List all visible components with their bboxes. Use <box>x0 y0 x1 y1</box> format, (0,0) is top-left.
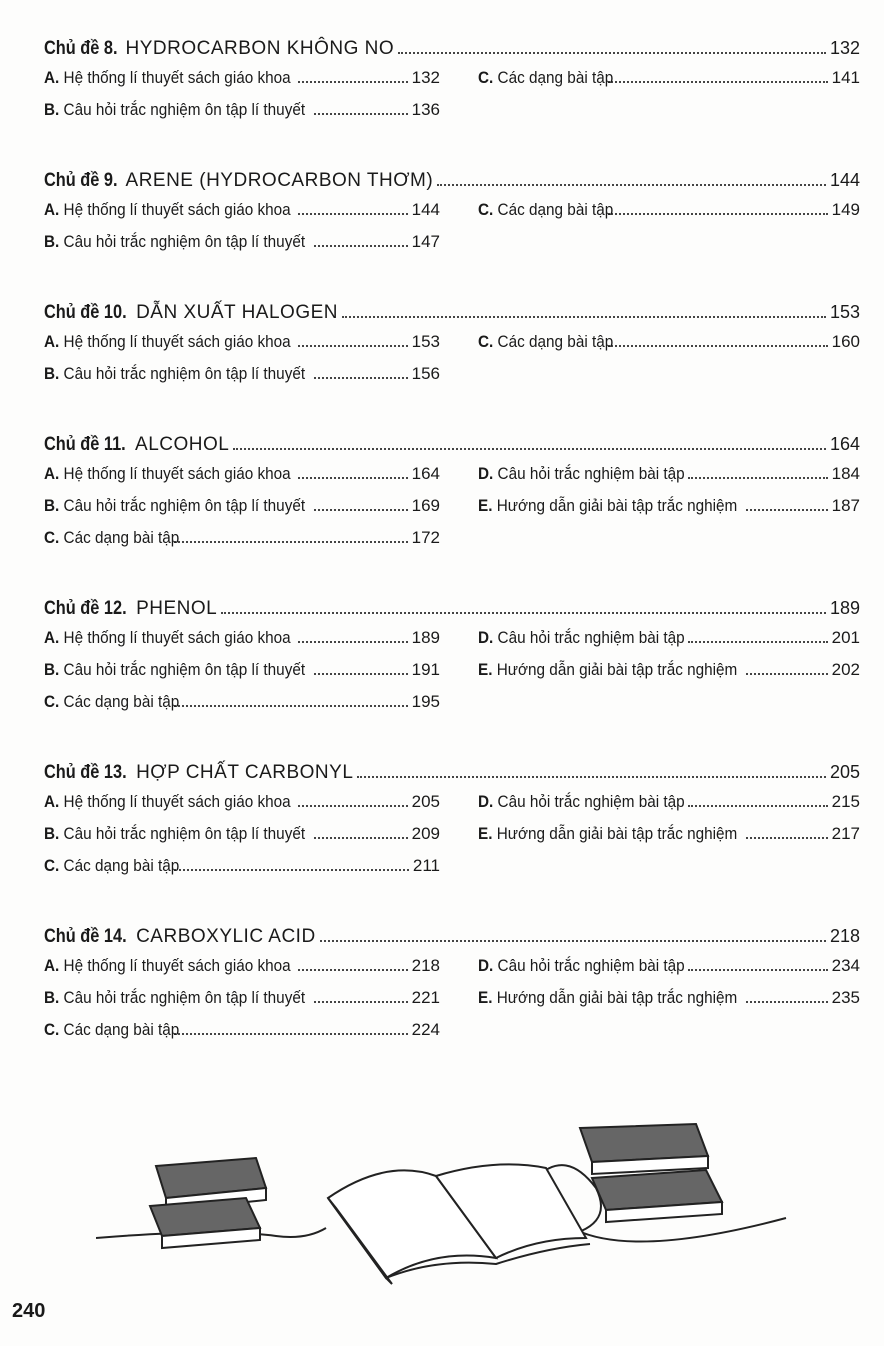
chapter-page: 164 <box>829 434 860 454</box>
entry-page: 234 <box>831 956 860 975</box>
dot-leader <box>688 969 828 971</box>
entry-letter: B. <box>44 232 60 251</box>
chapter-section <box>44 762 860 882</box>
toc-entry[interactable] <box>44 232 440 258</box>
spacer <box>440 100 860 126</box>
entry-letter: A. <box>44 792 60 811</box>
entry-grid <box>44 68 860 126</box>
spacer <box>440 856 860 882</box>
entry-letter: A. <box>44 68 60 87</box>
entry-page: 221 <box>411 988 440 1007</box>
entry-title: Hệ thống lí thuyết sách giáo khoa <box>63 464 291 483</box>
dot-leader <box>746 673 828 675</box>
dot-leader <box>174 705 407 707</box>
entry-title: Câu hỏi trắc nghiệm ôn tập lí thuyết <box>63 824 306 843</box>
entry-letter: C. <box>478 68 494 87</box>
dot-leader <box>398 52 826 54</box>
entry-page: 201 <box>831 628 860 647</box>
entry-letter: E. <box>478 824 493 843</box>
toc-entry[interactable] <box>44 68 440 94</box>
entry-title: Hệ thống lí thuyết sách giáo khoa <box>63 200 291 219</box>
entry-title: Câu hỏi trắc nghiệm ôn tập lí thuyết <box>63 988 306 1007</box>
entry-title: Câu hỏi trắc nghiệm ôn tập lí thuyết <box>63 660 306 679</box>
chapter-heading[interactable] <box>44 762 860 788</box>
entry-text <box>478 956 685 976</box>
toc-entry[interactable] <box>44 200 440 226</box>
entry-letter: A. <box>44 200 60 219</box>
entry-text <box>44 988 305 1008</box>
toc-entry[interactable] <box>44 364 440 390</box>
entry-page: 149 <box>831 200 860 219</box>
chapter-page: 218 <box>829 926 860 946</box>
entry-page: 217 <box>831 824 860 843</box>
entry-letter: A. <box>44 464 60 483</box>
entry-title: Hướng dẫn giải bài tập trắc nghiệm <box>496 496 738 515</box>
entry-title: Câu hỏi trắc nghiệm ôn tập lí thuyết <box>63 496 306 515</box>
chapter-section <box>44 434 860 554</box>
entry-letter: A. <box>44 628 60 647</box>
dot-leader <box>342 316 826 318</box>
chapter-title: HỢP CHẤT CARBONYL <box>136 762 354 783</box>
chapter-label: Chủ đề 14. <box>44 926 127 947</box>
dot-leader <box>314 509 408 511</box>
entry-letter: E. <box>478 988 493 1007</box>
entry-text <box>478 792 685 812</box>
chapter-heading[interactable] <box>44 926 860 952</box>
entry-text <box>478 824 737 844</box>
entry-letter: B. <box>44 824 60 843</box>
dot-leader <box>314 837 408 839</box>
entry-page: 205 <box>411 792 440 811</box>
toc-entry[interactable] <box>440 200 860 226</box>
entry-text <box>478 332 613 352</box>
chapter-heading[interactable] <box>44 598 860 624</box>
chapter-heading[interactable] <box>44 170 860 196</box>
dot-leader <box>298 81 408 83</box>
entry-text <box>478 464 685 484</box>
toc-entry[interactable] <box>440 496 860 522</box>
entry-title: Các dạng bài tập <box>63 692 180 711</box>
dot-leader <box>298 805 408 807</box>
dot-leader <box>314 673 408 675</box>
entry-letter: B. <box>44 364 60 383</box>
entry-text <box>478 68 613 88</box>
entry-page: 184 <box>831 464 860 483</box>
entry-page: 215 <box>831 792 860 811</box>
entry-title: Các dạng bài tập <box>497 68 614 87</box>
entry-page: 195 <box>411 692 440 711</box>
entry-page: 209 <box>411 824 440 843</box>
entry-text <box>478 988 737 1008</box>
toc-entry[interactable] <box>44 956 440 982</box>
entry-text <box>44 496 305 516</box>
chapter-heading[interactable] <box>44 434 860 460</box>
dot-leader <box>174 869 409 871</box>
dot-leader <box>298 969 408 971</box>
dot-leader <box>688 641 828 643</box>
toc-entry[interactable] <box>44 856 440 882</box>
entry-page: 156 <box>411 364 440 383</box>
spacer <box>440 364 860 390</box>
dot-leader <box>320 940 826 942</box>
entry-letter: C. <box>44 528 60 547</box>
entry-page: 132 <box>411 68 440 87</box>
toc-entry[interactable] <box>440 68 860 94</box>
entry-text <box>44 956 291 976</box>
toc-entry[interactable] <box>44 692 440 718</box>
toc-entry[interactable] <box>44 332 440 358</box>
entry-text <box>44 528 179 548</box>
entry-text <box>44 692 179 712</box>
entry-page: 164 <box>411 464 440 483</box>
dot-leader <box>298 213 408 215</box>
entry-letter: B. <box>44 100 60 119</box>
dot-leader <box>314 1001 408 1003</box>
entry-letter: D. <box>478 956 494 975</box>
dot-leader <box>608 345 827 347</box>
entry-page: 141 <box>831 68 860 87</box>
dot-leader <box>746 509 828 511</box>
chapter-page: 189 <box>829 598 860 618</box>
entry-letter: A. <box>44 956 60 975</box>
entry-page: 218 <box>411 956 440 975</box>
chapter-section <box>44 598 860 718</box>
chapter-label: Chủ đề 12. <box>44 598 127 619</box>
chapter-label: Chủ đề 10. <box>44 302 127 323</box>
entry-grid <box>44 200 860 258</box>
entry-text <box>478 496 737 516</box>
toc-entry[interactable] <box>44 464 440 490</box>
chapter-title: PHENOL <box>136 598 218 619</box>
entry-title: Các dạng bài tập <box>497 332 614 351</box>
chapter-page: 205 <box>829 762 860 782</box>
entry-page: 169 <box>411 496 440 515</box>
entry-text <box>478 200 613 220</box>
page-number: 240 <box>12 1300 46 1322</box>
chapter-title: ARENE (HYDROCARBON THƠM) <box>125 170 434 191</box>
entry-text <box>44 232 305 252</box>
entry-text <box>478 660 737 680</box>
entry-letter: C. <box>478 200 494 219</box>
entry-text <box>44 68 291 88</box>
toc-entry[interactable] <box>44 792 440 818</box>
entry-text <box>44 200 291 220</box>
dot-leader <box>314 113 408 115</box>
entry-title: Câu hỏi trắc nghiệm bài tập <box>497 792 685 811</box>
entry-letter: B. <box>44 988 60 1007</box>
toc-entry[interactable] <box>44 628 440 654</box>
entry-title: Câu hỏi trắc nghiệm bài tập <box>497 464 685 483</box>
chapter-heading[interactable] <box>44 38 860 64</box>
dot-leader <box>608 81 827 83</box>
spacer <box>440 232 860 258</box>
toc-entry[interactable] <box>440 988 860 1014</box>
entry-title: Các dạng bài tập <box>63 1020 180 1039</box>
toc-entry[interactable] <box>440 792 860 818</box>
toc-entry[interactable] <box>440 464 860 490</box>
entry-page: 172 <box>411 528 440 547</box>
entry-page: 189 <box>411 628 440 647</box>
entry-letter: C. <box>44 692 60 711</box>
dot-leader <box>298 641 408 643</box>
entry-page: 202 <box>831 660 860 679</box>
entry-letter: D. <box>478 792 494 811</box>
toc-entry[interactable] <box>44 1020 440 1046</box>
chapter-section <box>44 302 860 390</box>
toc-entry[interactable] <box>44 824 440 850</box>
entry-text <box>44 464 291 484</box>
entry-page: 136 <box>411 100 440 119</box>
dot-leader <box>357 776 826 778</box>
chapter-title: DẪN XUẤT HALOGEN <box>136 302 338 323</box>
spacer <box>440 528 860 554</box>
chapter-section <box>44 926 860 1046</box>
toc-entry[interactable] <box>440 332 860 358</box>
toc-entry[interactable] <box>44 660 440 686</box>
dot-leader <box>174 541 407 543</box>
entry-text <box>44 364 305 384</box>
dot-leader <box>746 837 828 839</box>
entry-letter: D. <box>478 628 494 647</box>
entry-text <box>44 856 179 876</box>
dot-leader <box>746 1001 828 1003</box>
chapter-title: HYDROCARBON KHÔNG NO <box>125 38 395 59</box>
books-illustration-icon <box>96 1118 796 1288</box>
entry-letter: A. <box>44 332 60 351</box>
entry-letter: D. <box>478 464 494 483</box>
entry-letter: C. <box>44 1020 60 1039</box>
chapter-label: Chủ đề 13. <box>44 762 127 783</box>
chapter-label: Chủ đề 11. <box>44 434 126 455</box>
chapter-title: CARBOXYLIC ACID <box>136 926 316 947</box>
entry-grid <box>44 464 860 554</box>
entry-title: Hướng dẫn giải bài tập trắc nghiệm <box>496 660 738 679</box>
entry-text <box>44 660 305 680</box>
entry-page: 191 <box>411 660 440 679</box>
chapter-page: 144 <box>829 170 860 190</box>
entry-page: 153 <box>411 332 440 351</box>
entry-text <box>44 628 291 648</box>
dot-leader <box>298 477 408 479</box>
chapter-section <box>44 38 860 126</box>
entry-title: Hướng dẫn giải bài tập trắc nghiệm <box>496 988 738 1007</box>
spacer <box>440 1020 860 1046</box>
entry-grid <box>44 792 860 882</box>
entry-title: Các dạng bài tập <box>497 200 614 219</box>
entry-grid <box>44 956 860 1046</box>
entry-letter: C. <box>478 332 494 351</box>
entry-title: Câu hỏi trắc nghiệm bài tập <box>497 956 685 975</box>
entry-letter: E. <box>478 660 493 679</box>
dot-leader <box>608 213 827 215</box>
entry-letter: B. <box>44 496 60 515</box>
entry-page: 144 <box>411 200 440 219</box>
dot-leader <box>298 345 408 347</box>
entry-grid <box>44 332 860 390</box>
entry-text <box>44 332 291 352</box>
entry-title: Hệ thống lí thuyết sách giáo khoa <box>63 332 291 351</box>
chapter-heading[interactable] <box>44 302 860 328</box>
entry-title: Hệ thống lí thuyết sách giáo khoa <box>63 68 291 87</box>
toc-entry[interactable] <box>440 660 860 686</box>
entry-title: Câu hỏi trắc nghiệm ôn tập lí thuyết <box>63 100 306 119</box>
toc-entry[interactable] <box>44 988 440 1014</box>
dot-leader <box>314 377 408 379</box>
entry-title: Hệ thống lí thuyết sách giáo khoa <box>63 628 291 647</box>
entry-title: Hệ thống lí thuyết sách giáo khoa <box>63 792 291 811</box>
table-of-contents <box>44 38 860 1090</box>
entry-text <box>44 1020 179 1040</box>
toc-entry[interactable] <box>44 528 440 554</box>
entry-page: 147 <box>411 232 440 251</box>
toc-entry[interactable] <box>440 824 860 850</box>
chapter-label: Chủ đề 8. <box>44 38 118 59</box>
toc-entry[interactable] <box>44 496 440 522</box>
dot-leader <box>314 245 408 247</box>
entry-title: Câu hỏi trắc nghiệm ôn tập lí thuyết <box>63 364 306 383</box>
dot-leader <box>174 1033 407 1035</box>
chapter-page: 132 <box>829 38 860 58</box>
dot-leader <box>221 612 826 614</box>
dot-leader <box>688 477 828 479</box>
entry-page: 187 <box>831 496 860 515</box>
entry-letter: B. <box>44 660 60 679</box>
toc-entry[interactable] <box>440 628 860 654</box>
entry-page: 160 <box>831 332 860 351</box>
entry-text <box>44 792 291 812</box>
dot-leader <box>233 448 826 450</box>
entry-text <box>478 628 685 648</box>
entry-title: Câu hỏi trắc nghiệm ôn tập lí thuyết <box>63 232 306 251</box>
spacer <box>440 692 860 718</box>
chapter-label: Chủ đề 9. <box>44 170 118 191</box>
chapter-section <box>44 170 860 258</box>
entry-title: Hệ thống lí thuyết sách giáo khoa <box>63 956 291 975</box>
entry-page: 235 <box>831 988 860 1007</box>
entry-page: 224 <box>411 1020 440 1039</box>
entry-grid <box>44 628 860 718</box>
dot-leader <box>688 805 828 807</box>
entry-title: Câu hỏi trắc nghiệm bài tập <box>497 628 685 647</box>
chapter-page: 153 <box>829 302 860 322</box>
entry-letter: E. <box>478 496 493 515</box>
entry-text <box>44 824 305 844</box>
toc-entry[interactable] <box>440 956 860 982</box>
entry-title: Hướng dẫn giải bài tập trắc nghiệm <box>496 824 738 843</box>
chapter-title: ALCOHOL <box>135 434 230 455</box>
dot-leader <box>437 184 826 186</box>
entry-title: Các dạng bài tập <box>63 528 180 547</box>
entry-text <box>44 100 305 120</box>
entry-letter: C. <box>44 856 60 875</box>
toc-entry[interactable] <box>44 100 440 126</box>
entry-page: 211 <box>412 856 440 875</box>
entry-title: Các dạng bài tập <box>63 856 180 875</box>
